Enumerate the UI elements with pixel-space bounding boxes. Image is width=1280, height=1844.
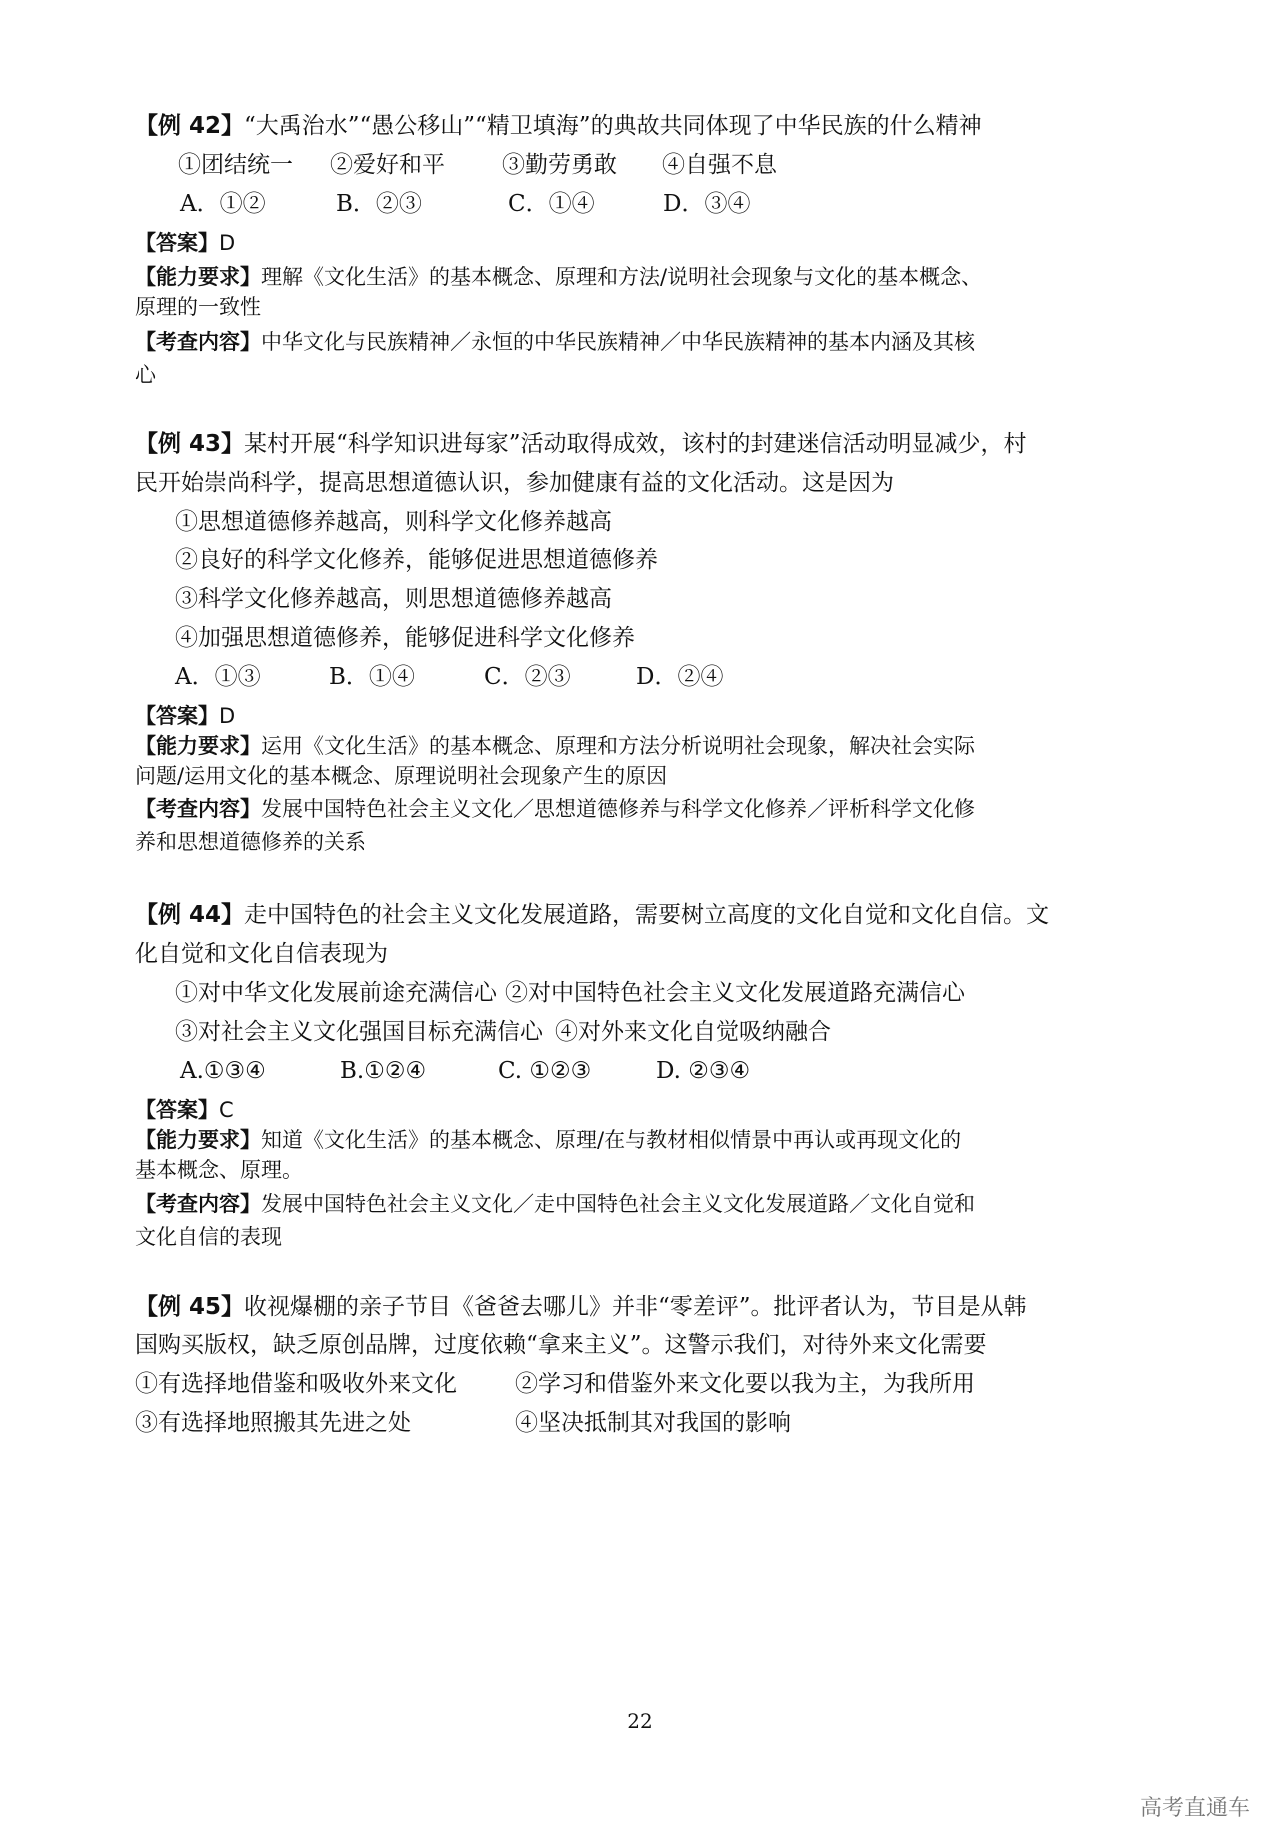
q43-item-1: ①思想道德修养越高，则科学文化修养越高 <box>175 509 612 535</box>
q45-stem-cont: 国购买版权，缺乏原创品牌，过度依赖“拿来主义”。这警示我们，对待外来文化需要 <box>135 1332 987 1358</box>
q44-item-4: ④对外来文化自觉吸纳融合 <box>555 1019 831 1045</box>
q45-stem: 【例 45】收视爆棚的亲子节目《爸爸去哪儿》并非“零差评”。批评者认为，节目是从韩 <box>135 1294 1027 1320</box>
q42-answer: 【答案】D <box>135 231 236 255</box>
q44-content-cont: 文化自信的表现 <box>135 1225 282 1249</box>
q42-item-4: ④自强不息 <box>662 152 777 178</box>
q42-choice-c: C．①④ <box>508 191 595 217</box>
q45-item-3: ③有选择地照搬其先进之处 <box>135 1410 411 1436</box>
q43-stem-cont: 民开始崇尚科学，提高思想道德认识，参加健康有益的文化活动。这是因为 <box>135 470 894 496</box>
q45-tag: 【例 45】 <box>135 1294 245 1320</box>
q44-item-1: ①对中华文化发展前途充满信心 <box>175 980 497 1006</box>
q44-ability: 【能力要求】知道《文化生活》的基本概念、原理/在与教材相似情景中再认或再现文化的 <box>135 1128 962 1152</box>
watermark: 高考直通车 <box>1139 1796 1250 1821</box>
q45-item-1: ①有选择地借鉴和吸收外来文化 <box>135 1371 457 1397</box>
q45-item-2: ②学习和借鉴外来文化要以我为主，为我所用 <box>515 1371 975 1397</box>
page-number: 22 <box>627 1709 653 1733</box>
q44-choice-c: C. ①②③ <box>498 1058 592 1084</box>
q43-answer: 【答案】D <box>135 704 236 728</box>
q43-choice-c: C．②③ <box>484 664 571 690</box>
q43-item-4: ④加强思想道德修养，能够促进科学文化修养 <box>175 625 635 651</box>
q44-item-2: ②对中国特色社会主义文化发展道路充满信心 <box>505 980 965 1006</box>
q42-choice-a: A．①② <box>180 191 266 217</box>
q43-content: 【考查内容】发展中国特色社会主义文化／思想道德修养与科学文化修养／评析科学文化修 <box>135 797 975 821</box>
q43-tag: 【例 43】 <box>135 431 245 457</box>
q42-ability-cont: 原理的一致性 <box>135 295 261 319</box>
q43-choice-b: B．①④ <box>329 664 415 690</box>
q44-ability-cont: 基本概念、原理。 <box>135 1158 303 1182</box>
q42-item-1: ①团结统一 <box>178 152 293 178</box>
q42-content-cont: 心 <box>135 363 156 387</box>
q44-choice-b: B.①②④ <box>340 1058 427 1084</box>
q44-content: 【考查内容】发展中国特色社会主义文化／走中国特色社会主义文化发展道路／文化自觉和 <box>135 1192 975 1216</box>
q44-answer: 【答案】C <box>135 1098 234 1122</box>
q43-ability: 【能力要求】运用《文化生活》的基本概念、原理和方法分析说明社会现象，解决社会实际 <box>135 734 975 758</box>
q44-stem: 【例 44】走中国特色的社会主义文化发展道路，需要树立高度的文化自觉和文化自信。文 <box>135 902 1050 928</box>
q43-stem: 【例 43】某村开展“科学知识进每家”活动取得成效，该村的封建迷信活动明显减少，村 <box>135 431 1027 457</box>
q45-item-4: ④坚决抵制其对我国的影响 <box>515 1410 791 1436</box>
q42-choice-b: B．②③ <box>336 191 422 217</box>
q42-tag: 【例 42】 <box>135 113 245 139</box>
q42-content: 【考查内容】中华文化与民族精神／永恒的中华民族精神／中华民族精神的基本内涵及其核 <box>135 330 975 354</box>
q43-choice-a: A．①③ <box>175 664 261 690</box>
q42-choice-d: D．③④ <box>663 191 751 217</box>
q44-item-3: ③对社会主义文化强国目标充满信心 <box>175 1019 543 1045</box>
q44-choice-d: D. ②③④ <box>656 1058 751 1084</box>
q44-choice-a: A.①③④ <box>180 1058 266 1084</box>
q43-item-3: ③科学文化修养越高，则思想道德修养越高 <box>175 586 612 612</box>
q42-stem: 【例 42】“大禹治水”“愚公移山”“精卫填海”的典故共同体现了中华民族的什么精神 <box>135 113 982 139</box>
q43-ability-cont: 问题/运用文化的基本概念、原理说明社会现象产生的原因 <box>135 764 668 788</box>
q42-ability: 【能力要求】理解《文化生活》的基本概念、原理和方法/说明社会现象与文化的基本概念、 <box>135 265 983 289</box>
q43-choice-d: D．②④ <box>636 664 724 690</box>
q43-item-2: ②良好的科学文化修养，能够促进思想道德修养 <box>175 547 658 573</box>
q44-tag: 【例 44】 <box>135 902 245 928</box>
q43-content-cont: 养和思想道德修养的关系 <box>135 830 366 854</box>
q44-stem-cont: 化自觉和文化自信表现为 <box>135 941 388 967</box>
q42-item-3: ③勤劳勇敢 <box>502 152 617 178</box>
q42-item-2: ②爱好和平 <box>330 152 445 178</box>
